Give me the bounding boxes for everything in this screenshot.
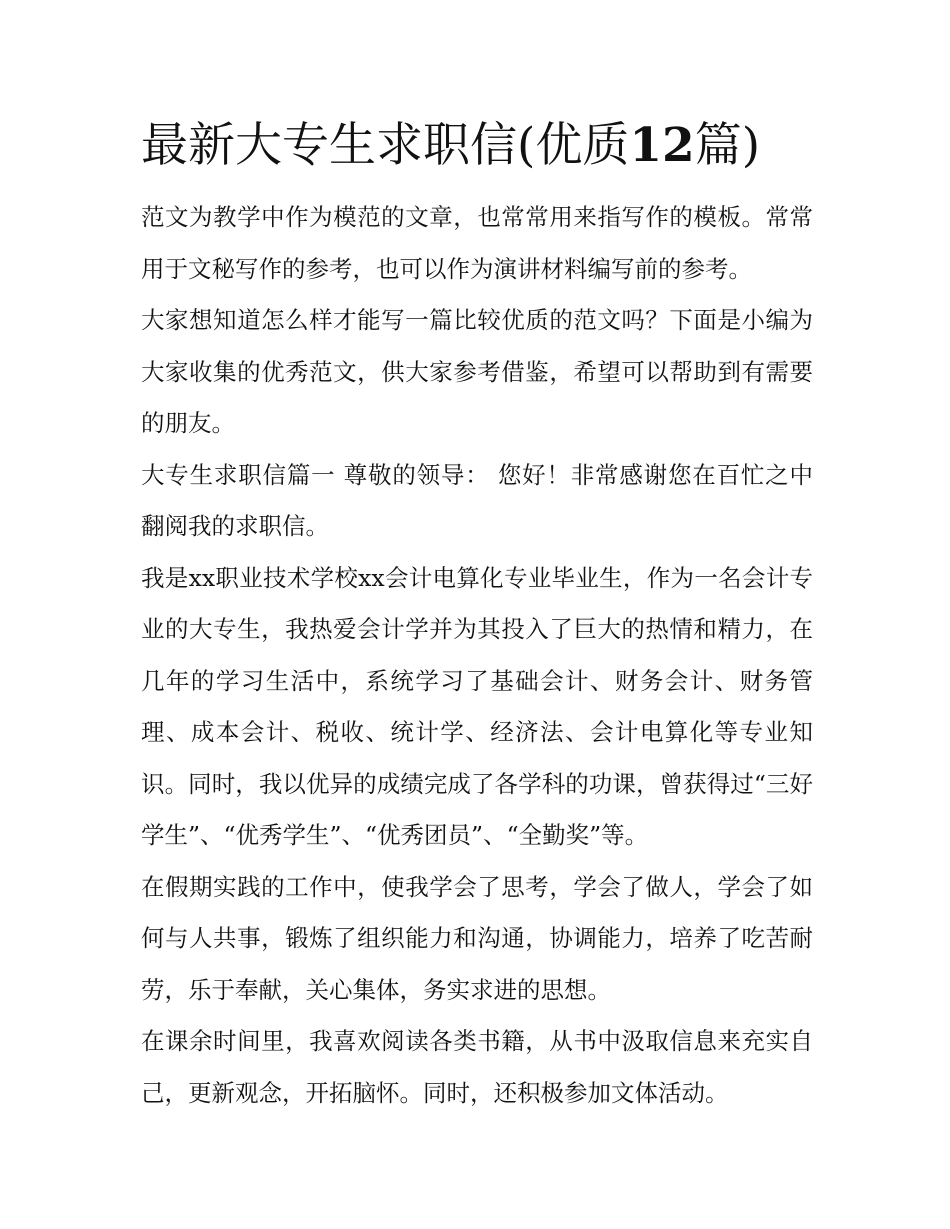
greeting-paragraph: 大专生求职信篇一 尊敬的领导： 您好！非常感谢您在百忙之中翻阅我的求职信。 [141,460,813,540]
title-number: 12 [629,118,695,173]
document-title [141,112,813,180]
body-paragraph-practice: 在假期实践的工作中，使我学会了思考，学会了做人，学会了如何与人共事，锻炼了组织能力和沟通，协调能力，培养了吃苦耐劳，乐于奉献，关心集体，务实求进的思想。 [141,872,813,1004]
paragraph-list [141,192,813,1119]
body-paragraph-education: 我是xx职业技术学校xx会计电算化专业毕业生，作为一名会计专业的大专生，我热爱会计学并为其投入了巨大的热情和精力，在几年的学习生活中，系统学习了基础会计、财务会计、财务管理、成本会计、税收、统计学、经济法、会计电算化等专业知识。同时，我以优异的成绩完成了各学科的功课，曾获得过“三好学生”、“优秀学生”、“优秀团员”、“全勤奖”等。 [141,563,813,849]
title-text-start: 最新大专生求职信(优质 [141,118,630,173]
document-body [141,112,813,1119]
intro-paragraph: 范文为教学中作为模范的文章，也常常用来指写作的模板。常常用于文秘写作的参考，也可以作为演讲材料编写前的参考。 [141,203,813,283]
title-text-end: 篇) [694,118,761,173]
body-paragraph-hobbies: 在课余时间里，我喜欢阅读各类书籍，从书中汲取信息来充实自己，更新观念，开拓脑怀。同时，还积极参加文体活动。 [141,1027,813,1107]
intro-paragraph-2: 大家想知道怎么样才能写一篇比较优质的范文吗？下面是小编为大家收集的优秀范文，供大家参考借鉴，希望可以帮助到有需要的朋友。 [141,306,813,437]
